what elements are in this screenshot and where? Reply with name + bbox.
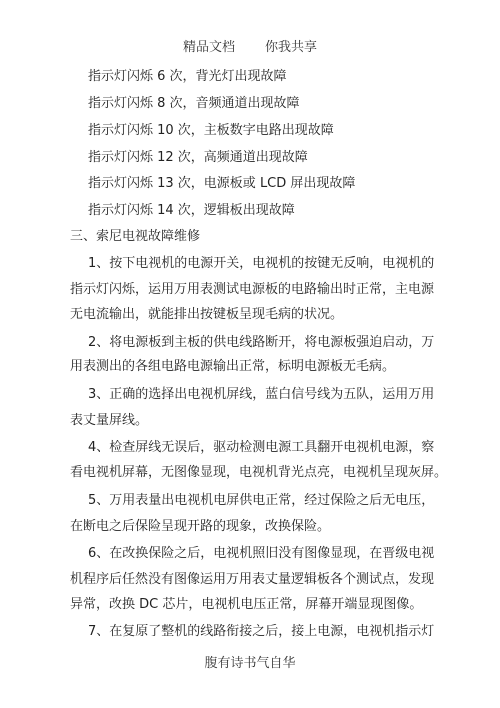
text-line: 机程序后任然没有图像运用万用表丈量逻辑板各个测试点，发现 [70,572,435,587]
text-line: 指示灯闪烁 12 次，高频通道出现故障 [88,150,308,165]
header-left-text: 精品文档 [182,40,235,55]
header-right-text: 你我共享 [265,40,318,55]
text-line: 指示灯闪烁 10 次，主板数字电路出现故障 [88,123,334,138]
text-line: 5、万用表量出电视机电屏供电正常，经过保险之后无电压， [88,493,435,508]
text-line: 3、正确的选择出电视机屏线，蓝白信号线为五队，运用万用 [88,387,435,402]
text-line: 指示灯闪烁 6 次，背光灯出现故障 [88,69,287,84]
text-line: 2、将电源板到主板的供电线路断开，将电源板强迫启动，万 [88,335,435,350]
text-line: 指示灯闪烁，运用万用表测试电源板的电路输出时正常，主电源 [70,282,435,297]
text-line: 1、按下电视机的电源开关，电视机的按键无反响，电视机的 [88,256,435,271]
text-line: 在断电之后保险呈现开路的现象，改换保险。 [70,519,331,534]
text-line: 指示灯闪烁 14 次，逻辑板出现故障 [88,203,295,218]
page-header [0,36,500,55]
section-heading: 三、索尼电视故障维修 [70,229,201,244]
text-line: 看电视机屏幕，无图像显现，电视机背光点亮，电视机呈现灰屏。 [70,465,448,480]
text-line: 异常，改换 DC 芯片，电视机电压正常，屏幕开端显现图像。 [70,597,423,612]
text-line: 指示灯闪烁 8 次，音频通道出现故障 [88,96,300,111]
text-line: 6、在改换保险之后，电视机照旧没有图像显现，在晋级电视 [88,546,435,561]
text-line: 用表测出的各组电路电源输出正常，标明电源板无毛病。 [70,359,396,374]
text-line: 4、检查屏线无误后，驱动检测电源工具翻开电视机电源，察 [88,440,435,455]
text-line: 表丈量屏线。 [70,413,149,428]
page-footer: 腹有诗书气自华 [204,656,296,671]
text-line: 无电流输出，就能排出按键板呈现毛病的状况。 [70,307,344,322]
text-line: 7、在复原了整机的线路衔接之后，接上电源，电视机指示灯 [88,624,435,639]
text-line: 指示灯闪烁 13 次，电源板或 LCD 屏出现故障 [88,176,356,191]
